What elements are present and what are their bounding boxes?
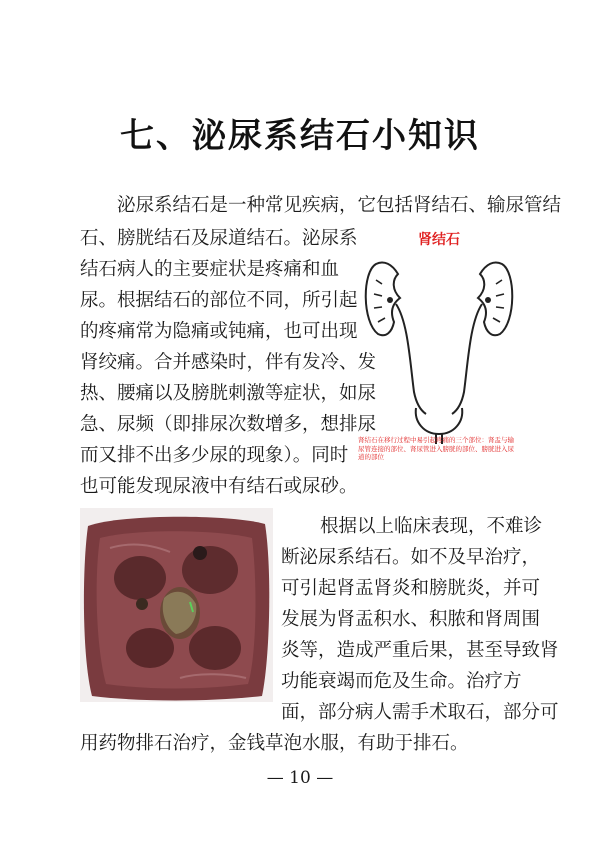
page-title: 七、泌尿系结石小知识 (120, 116, 480, 156)
kidney-stone-diagram (356, 222, 522, 472)
kidney-cross-section-photo (80, 508, 273, 702)
para1-line-8: 急、尿频（即排尿次数增多，想排尿 (80, 414, 377, 435)
para1-line-7: 热、腰痛以及膀胱刺激等症状，如尿 (80, 383, 377, 404)
para1-line-6: 肾绞痛。合并感染时，伴有发冷、发 (80, 352, 377, 373)
para2-line-4: 发展为肾盂积水、积脓和肾周围 (281, 609, 541, 630)
para2-line-5: 炎等，造成严重后果，甚至导致肾 (281, 640, 559, 661)
para2-line-2: 断泌尿系结石。如不及早治疗， (281, 547, 541, 568)
para1-line-4: 尿。根据结石的部位不同，所引起 (80, 290, 358, 311)
para2-line-1: 根据以上临床表现，不难诊 (320, 516, 543, 537)
para2-line-3: 可引起肾盂肾炎和膀胱炎，并可 (281, 578, 541, 599)
page-number: — 10 — (266, 768, 334, 788)
para1-line-3: 结石病人的主要症状是疼痛和血 (80, 259, 340, 280)
para1-line-10: 也可能发现尿液中有结石或尿砂。 (80, 476, 358, 497)
para2-line-7: 面，部分病人需手术取石，部分可 (281, 702, 559, 723)
para1-line-9: 而又排不出多少尿的现象）。同时 (80, 445, 349, 466)
para1-line-1: 泌尿系结石是一种常见疾病，它包括肾结石、输尿管结 (117, 195, 562, 216)
diagram-caption: 肾结石在移行过程中易引起疼痛的三个部位：肾盂与输尿管连接的部位、肾尿管进入膀胱的部位、膀胱进入尿道的部位 (358, 436, 514, 461)
para1-line-5: 的疼痛常为隐痛或钝痛，也可出现 (80, 321, 358, 342)
para2-line-8: 用药物排石治疗，金钱草泡水服，有助于排石。 (80, 733, 469, 754)
diagram-label: 肾结石 (418, 232, 460, 248)
para1-line-2: 石、膀胱结石及尿道结石。泌尿系 (80, 228, 358, 249)
para2-line-6: 功能衰竭而危及生命。治疗方 (281, 671, 522, 692)
